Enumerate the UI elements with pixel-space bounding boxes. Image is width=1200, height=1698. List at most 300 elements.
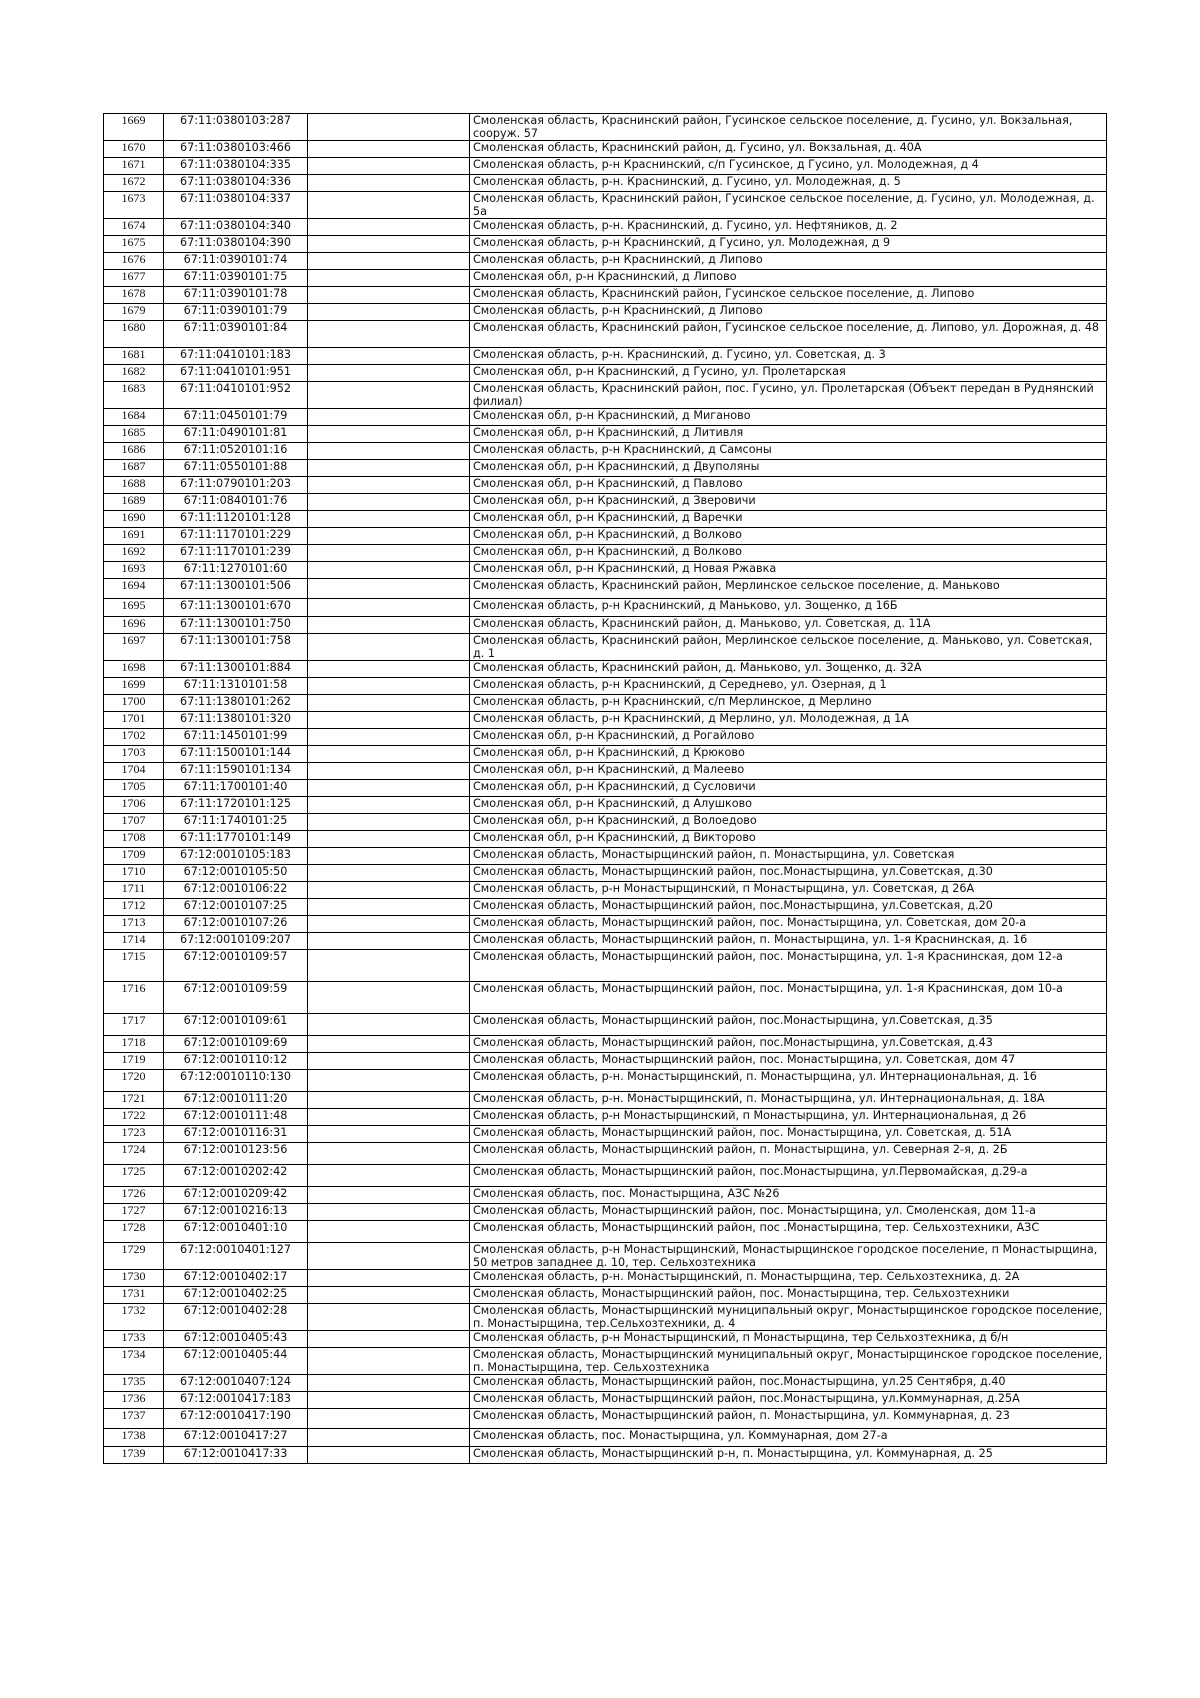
- cadastral-number: 67:12:0010216:13: [164, 1204, 308, 1221]
- row-number: 1735: [104, 1375, 164, 1392]
- address: Смоленская область, Краснинский район, Гусинское сельское поселение, д. Липово: [470, 287, 1107, 304]
- address: Смоленская область, Краснинский район, д. Маньково, ул. Зощенко, д. 32А: [470, 661, 1107, 678]
- empty-cell: [308, 287, 470, 304]
- table-row: [104, 712, 1107, 729]
- empty-cell: [308, 114, 470, 141]
- row-number: 1694: [104, 579, 164, 599]
- empty-cell: [308, 1331, 470, 1348]
- cadastral-number: 67:11:1120101:128: [164, 511, 308, 528]
- address: Смоленская область, Монастырщинский район, п. Монастырщина, ул. Коммунарная, д. 23: [470, 1409, 1107, 1429]
- table-row: [104, 882, 1107, 899]
- address: Смоленская обл, р-н Краснинский, д Миганово: [470, 409, 1107, 426]
- row-number: 1698: [104, 661, 164, 678]
- table-row: [104, 865, 1107, 882]
- address: Смоленская обл, р-н Краснинский, д Волково: [470, 545, 1107, 562]
- table-row: [104, 916, 1107, 933]
- registry-table-body: [104, 114, 1107, 1464]
- address: Смоленская область, Краснинский район, Мерлинское сельское поселение, д. Маньково: [470, 579, 1107, 599]
- cadastral-number: 67:11:1300101:884: [164, 661, 308, 678]
- cadastral-number: 67:11:0840101:76: [164, 494, 308, 511]
- cadastral-number: 67:11:1170101:229: [164, 528, 308, 545]
- address: Смоленская область, Монастырщинский район, п. Монастырщина, ул. Советская: [470, 848, 1107, 865]
- cadastral-number: 67:12:0010405:43: [164, 1331, 308, 1348]
- row-number: 1669: [104, 114, 164, 141]
- cadastral-number: 67:12:0010407:124: [164, 1375, 308, 1392]
- empty-cell: [308, 982, 470, 1014]
- row-number: 1675: [104, 236, 164, 253]
- empty-cell: [308, 1447, 470, 1464]
- table-row: [104, 426, 1107, 443]
- row-number: 1699: [104, 678, 164, 695]
- address: Смоленская область, Монастырщинский район, пос. Монастырщина, ул. Советская, дом 47: [470, 1053, 1107, 1070]
- address: Смоленская область, Монастырщинский район, пос.Монастырщина, ул.Советская, д.20: [470, 899, 1107, 916]
- empty-cell: [308, 1287, 470, 1304]
- row-number: 1704: [104, 763, 164, 780]
- empty-cell: [308, 192, 470, 219]
- address: Смоленская область, р-н Краснинский, д Мерлино, ул. Молодежная, д 1А: [470, 712, 1107, 729]
- row-number: 1681: [104, 348, 164, 365]
- row-number: 1736: [104, 1392, 164, 1409]
- table-row: [104, 1204, 1107, 1221]
- table-row: [104, 1348, 1107, 1375]
- cadastral-number: 67:11:1300101:750: [164, 617, 308, 634]
- empty-cell: [308, 1375, 470, 1392]
- address: Смоленская область, Краснинский район, Гусинское сельское поселение, д. Гусино, ул. Вокзальная, сооруж. 57: [470, 114, 1107, 141]
- cadastral-number: 67:12:0010417:27: [164, 1429, 308, 1447]
- empty-cell: [308, 365, 470, 382]
- cadastral-number: 67:12:0010417:183: [164, 1392, 308, 1409]
- table-row: [104, 1165, 1107, 1187]
- cadastral-number: 67:11:1300101:670: [164, 599, 308, 617]
- table-row: [104, 114, 1107, 141]
- empty-cell: [308, 950, 470, 982]
- row-number: 1695: [104, 599, 164, 617]
- row-number: 1688: [104, 477, 164, 494]
- cadastral-number: 67:12:0010402:17: [164, 1270, 308, 1287]
- table-row: [104, 270, 1107, 287]
- address: Смоленская обл, р-н Краснинский, д Литивля: [470, 426, 1107, 443]
- row-number: 1720: [104, 1070, 164, 1092]
- address: Смоленская обл, р-н Краснинский, д Новая Ржавка: [470, 562, 1107, 579]
- table-row: [104, 1036, 1107, 1053]
- address: Смоленская область, Монастырщинский район, пос.Монастырщина, ул.Советская, д.30: [470, 865, 1107, 882]
- table-row: [104, 950, 1107, 982]
- empty-cell: [308, 219, 470, 236]
- row-number: 1678: [104, 287, 164, 304]
- row-number: 1721: [104, 1092, 164, 1109]
- table-row: [104, 1070, 1107, 1092]
- table-row: [104, 192, 1107, 219]
- row-number: 1673: [104, 192, 164, 219]
- address: Смоленская область, р-н. Краснинский, д. Гусино, ул. Нефтяников, д. 2: [470, 219, 1107, 236]
- address: Смоленская область, пос. Монастырщина, АЗС №26: [470, 1187, 1107, 1204]
- cadastral-number: 67:11:1270101:60: [164, 562, 308, 579]
- empty-cell: [308, 1243, 470, 1270]
- row-number: 1738: [104, 1429, 164, 1447]
- cadastral-number: 67:11:0390101:79: [164, 304, 308, 321]
- cadastral-number: 67:12:0010402:28: [164, 1304, 308, 1331]
- row-number: 1722: [104, 1109, 164, 1126]
- table-row: [104, 982, 1107, 1014]
- empty-cell: [308, 141, 470, 158]
- table-row: [104, 1392, 1107, 1409]
- cadastral-number: 67:11:0380104:336: [164, 175, 308, 192]
- registry-table: [103, 113, 1107, 1464]
- table-row: [104, 661, 1107, 678]
- row-number: 1730: [104, 1270, 164, 1287]
- table-row: [104, 1243, 1107, 1270]
- address: Смоленская область, Монастырщинский район, пос.Монастырщина, ул.Коммунарная, д.25А: [470, 1392, 1107, 1409]
- table-row: [104, 1270, 1107, 1287]
- cadastral-number: 67:11:0450101:79: [164, 409, 308, 426]
- table-row: [104, 1331, 1107, 1348]
- row-number: 1685: [104, 426, 164, 443]
- empty-cell: [308, 933, 470, 950]
- address: Смоленская обл, р-н Краснинский, д Крюково: [470, 746, 1107, 763]
- empty-cell: [308, 528, 470, 545]
- row-number: 1709: [104, 848, 164, 865]
- address: Смоленская область, р-н Краснинский, д Гусино, ул. Молодежная, д 9: [470, 236, 1107, 253]
- row-number: 1686: [104, 443, 164, 460]
- empty-cell: [308, 321, 470, 348]
- empty-cell: [308, 1348, 470, 1375]
- cadastral-number: 67:11:0410101:952: [164, 382, 308, 409]
- row-number: 1690: [104, 511, 164, 528]
- cadastral-number: 67:12:0010202:42: [164, 1165, 308, 1187]
- address: Смоленская обл, р-н Краснинский, д Павлово: [470, 477, 1107, 494]
- row-number: 1717: [104, 1014, 164, 1036]
- table-row: [104, 729, 1107, 746]
- row-number: 1715: [104, 950, 164, 982]
- table-row: [104, 634, 1107, 661]
- table-row: [104, 236, 1107, 253]
- row-number: 1676: [104, 253, 164, 270]
- empty-cell: [308, 494, 470, 511]
- row-number: 1737: [104, 1409, 164, 1429]
- empty-cell: [308, 409, 470, 426]
- row-number: 1729: [104, 1243, 164, 1270]
- address: Смоленская область, пос. Монастырщина, ул. Коммунарная, дом 27-а: [470, 1429, 1107, 1447]
- address: Смоленская область, Монастырщинский муниципальный округ, Монастырщинское городское поселение, п. Монастырщина, тер.Сельхозтехники, д. 4: [470, 1304, 1107, 1331]
- row-number: 1672: [104, 175, 164, 192]
- row-number: 1692: [104, 545, 164, 562]
- address: Смоленская область, Монастырщинский район, пос. Монастырщина, ул. Советская, д. 51А: [470, 1126, 1107, 1143]
- row-number: 1733: [104, 1331, 164, 1348]
- row-number: 1680: [104, 321, 164, 348]
- cadastral-number: 67:12:0010106:22: [164, 882, 308, 899]
- cadastral-number: 67:12:0010110:130: [164, 1070, 308, 1092]
- cadastral-number: 67:11:1720101:125: [164, 797, 308, 814]
- table-row: [104, 409, 1107, 426]
- table-row: [104, 1053, 1107, 1070]
- cadastral-number: 67:11:1380101:320: [164, 712, 308, 729]
- empty-cell: [308, 382, 470, 409]
- cadastral-number: 67:12:0010109:207: [164, 933, 308, 950]
- row-number: 1683: [104, 382, 164, 409]
- table-row: [104, 219, 1107, 236]
- empty-cell: [308, 1143, 470, 1165]
- table-row: [104, 1447, 1107, 1464]
- cadastral-number: 67:12:0010123:56: [164, 1143, 308, 1165]
- row-number: 1701: [104, 712, 164, 729]
- row-number: 1679: [104, 304, 164, 321]
- cadastral-number: 67:11:0380104:337: [164, 192, 308, 219]
- empty-cell: [308, 175, 470, 192]
- row-number: 1708: [104, 831, 164, 848]
- cadastral-number: 67:11:0390101:74: [164, 253, 308, 270]
- table-row: [104, 348, 1107, 365]
- table-row: [104, 528, 1107, 545]
- cadastral-number: 67:11:1450101:99: [164, 729, 308, 746]
- empty-cell: [308, 1270, 470, 1287]
- address: Смоленская область, р-н Краснинский, д Самсоны: [470, 443, 1107, 460]
- table-row: [104, 695, 1107, 712]
- address: Смоленская область, р-н. Краснинский, д. Гусино, ул. Советская, д. 3: [470, 348, 1107, 365]
- empty-cell: [308, 545, 470, 562]
- cadastral-number: 67:11:0380103:466: [164, 141, 308, 158]
- address: Смоленская область, Монастырщинский район, пос. Монастырщина, ул. 1-я Краснинская, дом 12-а: [470, 950, 1107, 982]
- empty-cell: [308, 712, 470, 729]
- row-number: 1726: [104, 1187, 164, 1204]
- empty-cell: [308, 579, 470, 599]
- row-number: 1723: [104, 1126, 164, 1143]
- empty-cell: [308, 1409, 470, 1429]
- cadastral-number: 67:11:0390101:84: [164, 321, 308, 348]
- row-number: 1710: [104, 865, 164, 882]
- address: Смоленская область, Монастырщинский район, пос. Монастырщина, ул. Смоленская, дом 11-а: [470, 1204, 1107, 1221]
- empty-cell: [308, 814, 470, 831]
- row-number: 1714: [104, 933, 164, 950]
- table-row: [104, 443, 1107, 460]
- table-row: [104, 287, 1107, 304]
- table-row: [104, 460, 1107, 477]
- cadastral-number: 67:12:0010111:20: [164, 1092, 308, 1109]
- address: Смоленская область, Краснинский район, Гусинское сельское поселение, д. Гусино, ул. Молодежная, д. 5а: [470, 192, 1107, 219]
- row-number: 1689: [104, 494, 164, 511]
- empty-cell: [308, 304, 470, 321]
- empty-cell: [308, 1070, 470, 1092]
- address: Смоленская обл, р-н Краснинский, д Зверовичи: [470, 494, 1107, 511]
- address: Смоленская область, Монастырщинский район, пос.Монастырщина, ул.Советская, д.43: [470, 1036, 1107, 1053]
- address: Смоленская область, Монастырщинский район, п. Монастырщина, ул. 1-я Краснинская, д. 16: [470, 933, 1107, 950]
- empty-cell: [308, 426, 470, 443]
- address: Смоленская область, р-н Краснинский, с/п Гусинское, д Гусино, ул. Молодежная, д 4: [470, 158, 1107, 175]
- row-number: 1705: [104, 780, 164, 797]
- cadastral-number: 67:12:0010401:10: [164, 1221, 308, 1243]
- table-row: [104, 494, 1107, 511]
- table-row: [104, 599, 1107, 617]
- empty-cell: [308, 270, 470, 287]
- empty-cell: [308, 158, 470, 175]
- address: Смоленская обл, р-н Краснинский, д Липово: [470, 270, 1107, 287]
- table-row: [104, 797, 1107, 814]
- cadastral-number: 67:11:1590101:134: [164, 763, 308, 780]
- empty-cell: [308, 460, 470, 477]
- row-number: 1719: [104, 1053, 164, 1070]
- address: Смоленская область, р-н. Монастырщинский, п. Монастырщина, ул. Интернациональная, д. 16: [470, 1070, 1107, 1092]
- table-row: [104, 899, 1107, 916]
- table-row: [104, 831, 1107, 848]
- address: Смоленская обл, р-н Краснинский, д Варечки: [470, 511, 1107, 528]
- table-row: [104, 477, 1107, 494]
- table-row: [104, 814, 1107, 831]
- row-number: 1697: [104, 634, 164, 661]
- table-row: [104, 678, 1107, 695]
- row-number: 1702: [104, 729, 164, 746]
- address: Смоленская область, Краснинский район, д. Гусино, ул. Вокзальная, д. 40А: [470, 141, 1107, 158]
- address: Смоленская область, р-н Краснинский, с/п Мерлинское, д Мерлино: [470, 695, 1107, 712]
- address: Смоленская обл, р-н Краснинский, д Двуполяны: [470, 460, 1107, 477]
- address: Смоленская обл, р-н Краснинский, д Рогайлово: [470, 729, 1107, 746]
- row-number: 1713: [104, 916, 164, 933]
- address: Смоленская обл, р-н Краснинский, д Гусино, ул. Пролетарская: [470, 365, 1107, 382]
- address: Смоленская обл, р-н Краснинский, д Малеево: [470, 763, 1107, 780]
- address: Смоленская область, Краснинский район, Мерлинское сельское поселение, д. Маньково, ул. Советская, д. 1: [470, 634, 1107, 661]
- table-row: [104, 1221, 1107, 1243]
- cadastral-number: 67:12:0010110:12: [164, 1053, 308, 1070]
- row-number: 1706: [104, 797, 164, 814]
- table-row: [104, 1014, 1107, 1036]
- cadastral-number: 67:12:0010405:44: [164, 1348, 308, 1375]
- cadastral-number: 67:11:0410101:951: [164, 365, 308, 382]
- empty-cell: [308, 1221, 470, 1243]
- empty-cell: [308, 1429, 470, 1447]
- table-row: [104, 382, 1107, 409]
- empty-cell: [308, 899, 470, 916]
- row-number: 1693: [104, 562, 164, 579]
- address: Смоленская область, р-н Краснинский, д Маньково, ул. Зощенко, д 16Б: [470, 599, 1107, 617]
- row-number: 1716: [104, 982, 164, 1014]
- address: Смоленская область, Монастырщинский район, пос.Монастырщина, ул.Советская, д.35: [470, 1014, 1107, 1036]
- empty-cell: [308, 746, 470, 763]
- address: Смоленская область, Краснинский район, д. Маньково, ул. Советская, д. 11А: [470, 617, 1107, 634]
- cadastral-number: 67:12:0010107:25: [164, 899, 308, 916]
- table-row: [104, 562, 1107, 579]
- empty-cell: [308, 763, 470, 780]
- cadastral-number: 67:11:0380104:340: [164, 219, 308, 236]
- address: Смоленская область, Монастырщинский район, пос .Монастырщина, тер. Сельхозтехники, АЗС: [470, 1221, 1107, 1243]
- empty-cell: [308, 236, 470, 253]
- cadastral-number: 67:11:1300101:758: [164, 634, 308, 661]
- address: Смоленская обл, р-н Краснинский, д Викторово: [470, 831, 1107, 848]
- cadastral-number: 67:12:0010109:57: [164, 950, 308, 982]
- table-row: [104, 141, 1107, 158]
- empty-cell: [308, 916, 470, 933]
- empty-cell: [308, 562, 470, 579]
- empty-cell: [308, 634, 470, 661]
- table-row: [104, 545, 1107, 562]
- empty-cell: [308, 1187, 470, 1204]
- empty-cell: [308, 599, 470, 617]
- empty-cell: [308, 678, 470, 695]
- cadastral-number: 67:12:0010111:48: [164, 1109, 308, 1126]
- empty-cell: [308, 617, 470, 634]
- cadastral-number: 67:12:0010209:42: [164, 1187, 308, 1204]
- table-row: [104, 579, 1107, 599]
- empty-cell: [308, 729, 470, 746]
- row-number: 1687: [104, 460, 164, 477]
- row-number: 1739: [104, 1447, 164, 1464]
- cadastral-number: 67:12:0010109:61: [164, 1014, 308, 1036]
- address: Смоленская область, р-н Краснинский, д Липово: [470, 253, 1107, 270]
- cadastral-number: 67:11:0390101:75: [164, 270, 308, 287]
- table-row: [104, 746, 1107, 763]
- table-row: [104, 511, 1107, 528]
- row-number: 1674: [104, 219, 164, 236]
- empty-cell: [308, 477, 470, 494]
- cadastral-number: 67:11:0380104:390: [164, 236, 308, 253]
- row-number: 1718: [104, 1036, 164, 1053]
- row-number: 1696: [104, 617, 164, 634]
- cadastral-number: 67:12:0010401:127: [164, 1243, 308, 1270]
- empty-cell: [308, 348, 470, 365]
- address: Смоленская область, р-н Монастырщинский, п Монастырщина, ул. Советская, д 26А: [470, 882, 1107, 899]
- row-number: 1703: [104, 746, 164, 763]
- cadastral-number: 67:11:0550101:88: [164, 460, 308, 477]
- cadastral-number: 67:12:0010417:33: [164, 1447, 308, 1464]
- table-row: [104, 617, 1107, 634]
- row-number: 1712: [104, 899, 164, 916]
- row-number: 1731: [104, 1287, 164, 1304]
- cadastral-number: 67:11:0390101:78: [164, 287, 308, 304]
- cadastral-number: 67:12:0010105:183: [164, 848, 308, 865]
- empty-cell: [308, 253, 470, 270]
- cadastral-number: 67:12:0010109:59: [164, 982, 308, 1014]
- table-row: [104, 1126, 1107, 1143]
- empty-cell: [308, 831, 470, 848]
- row-number: 1732: [104, 1304, 164, 1331]
- address: Смоленская область, р-н Краснинский, д Липово: [470, 304, 1107, 321]
- row-number: 1677: [104, 270, 164, 287]
- table-row: [104, 365, 1107, 382]
- empty-cell: [308, 1109, 470, 1126]
- row-number: 1671: [104, 158, 164, 175]
- address: Смоленская область, р-н Монастырщинский, Монастырщинское городское поселение, п Монастырщина, 50 метров западнее д. 10, тер. Сельхозтехника: [470, 1243, 1107, 1270]
- empty-cell: [308, 1036, 470, 1053]
- table-row: [104, 1409, 1107, 1429]
- table-row: [104, 175, 1107, 192]
- cadastral-number: 67:11:1380101:262: [164, 695, 308, 712]
- empty-cell: [308, 780, 470, 797]
- cadastral-number: 67:12:0010107:26: [164, 916, 308, 933]
- table-row: [104, 1304, 1107, 1331]
- row-number: 1724: [104, 1143, 164, 1165]
- empty-cell: [308, 1053, 470, 1070]
- empty-cell: [308, 797, 470, 814]
- row-number: 1670: [104, 141, 164, 158]
- address: Смоленская область, р-н. Монастырщинский, п. Монастырщина, тер. Сельхозтехника, д. 2А: [470, 1270, 1107, 1287]
- address: Смоленская область, Монастырщинский район, п. Монастырщина, ул. Северная 2-я, д. 2Б: [470, 1143, 1107, 1165]
- table-row: [104, 1092, 1107, 1109]
- row-number: 1728: [104, 1221, 164, 1243]
- cadastral-number: 67:11:1170101:239: [164, 545, 308, 562]
- table-row: [104, 848, 1107, 865]
- empty-cell: [308, 1126, 470, 1143]
- address: Смоленская область, Монастырщинский муниципальный округ, Монастырщинское городское поселение, п. Монастырщина, тер. Сельхозтехника: [470, 1348, 1107, 1375]
- empty-cell: [308, 882, 470, 899]
- address: Смоленская область, Монастырщинский район, пос.Монастырщина, ул.25 Сентября, д.40: [470, 1375, 1107, 1392]
- address: Смоленская область, р-н. Краснинский, д. Гусино, ул. Молодежная, д. 5: [470, 175, 1107, 192]
- row-number: 1684: [104, 409, 164, 426]
- cadastral-number: 67:12:0010105:50: [164, 865, 308, 882]
- cadastral-number: 67:11:1310101:58: [164, 678, 308, 695]
- address: Смоленская обл, р-н Краснинский, д Волоедово: [470, 814, 1107, 831]
- address: Смоленская область, Краснинский район, Гусинское сельское поселение, д. Липово, ул. Дорожная, д. 48: [470, 321, 1107, 348]
- row-number: 1711: [104, 882, 164, 899]
- cadastral-number: 67:12:0010417:190: [164, 1409, 308, 1429]
- cadastral-number: 67:11:1500101:144: [164, 746, 308, 763]
- table-row: [104, 304, 1107, 321]
